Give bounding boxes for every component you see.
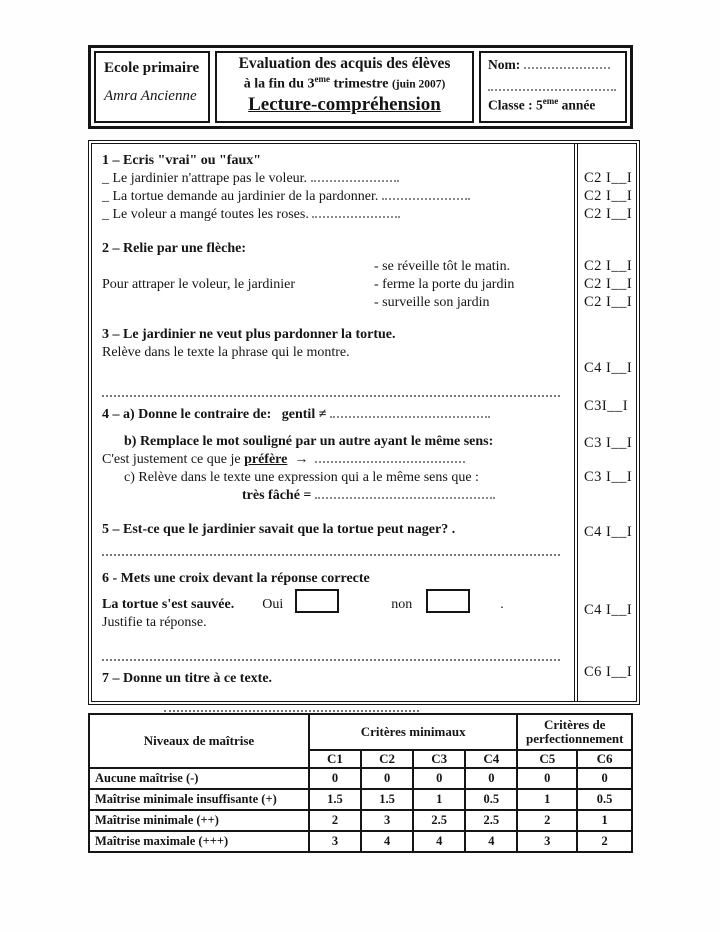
- score-code: C2 I__I: [584, 188, 633, 204]
- table-header-levels: Niveaux de maîtrise: [89, 714, 309, 768]
- q2-stem-cell: [102, 258, 374, 312]
- q4c-line: c) Relève dans le texte une expression qui a le même sens que :: [124, 470, 479, 485]
- q4c-expression: très fâché =: [242, 487, 566, 505]
- score-cell: 2.5: [413, 810, 465, 831]
- questions-content: [92, 144, 574, 701]
- mastery-level-label: Maîtrise minimale (++): [89, 810, 309, 831]
- q4b-answer-line[interactable]: [315, 451, 465, 463]
- criteria-label: C2: [361, 750, 413, 768]
- table-row: [89, 831, 632, 852]
- q4a-answer-line[interactable]: [330, 406, 490, 418]
- q6-no-label: non: [391, 597, 413, 612]
- score-code: C2 I__I: [584, 170, 633, 186]
- table-header-perf-criteria: Critères de perfectionnement: [517, 714, 632, 750]
- criteria-label: C4: [465, 750, 517, 768]
- mastery-level-label: Maîtrise maximale (+++): [89, 831, 309, 852]
- score-cell: 4: [361, 831, 413, 852]
- arrow-symbol: →: [294, 452, 309, 467]
- table-row: [89, 789, 632, 810]
- q3-heading: 3 – Le jardinier ne veut plus pardonner la tortue.: [102, 327, 396, 342]
- score-cell: 2: [577, 831, 632, 852]
- q2-heading: 2 – Relie par une flèche:: [102, 241, 246, 256]
- score-code: C4 I__I: [584, 360, 633, 376]
- q1-answer-line[interactable]: [312, 206, 400, 218]
- questions-box: [88, 140, 640, 705]
- q6-statement: La tortue s'est sauvée.: [102, 597, 235, 612]
- score-cell: 0: [517, 768, 577, 789]
- criteria-label: C5: [517, 750, 577, 768]
- score-cell: 2: [309, 810, 361, 831]
- criteria-codes-column: [574, 144, 636, 701]
- q4b-line: b) Remplace le mot souligné par un autre ayant le même sens:: [124, 434, 494, 449]
- score-code: C2 I__I: [584, 206, 633, 222]
- q2-options: [374, 258, 514, 312]
- school-name: Ecole primaire: [104, 60, 200, 76]
- score-cell: 0: [577, 768, 632, 789]
- score-code: C2 I__I: [584, 258, 633, 274]
- q2-option[interactable]: - ferme la porte du jardin: [374, 277, 515, 292]
- table-row: [89, 768, 632, 789]
- score-cell: 2.5: [465, 810, 517, 831]
- score-cell: 3: [517, 831, 577, 852]
- score-cell: 0: [465, 768, 517, 789]
- q1-answer-line[interactable]: [311, 170, 399, 182]
- exam-subject-title: Lecture-compréhension: [248, 93, 441, 115]
- q6-answer-line[interactable]: [102, 646, 560, 661]
- score-cell: 1: [577, 810, 632, 831]
- exam-title-line1: Evaluation des acquis des élèves: [238, 55, 451, 72]
- name-line: [488, 57, 618, 73]
- score-code: C2 I__I: [584, 276, 633, 292]
- score-cell: 0.5: [465, 789, 517, 810]
- score-code: C4 I__I: [584, 602, 633, 618]
- q2-stem: Pour attraper le voleur, le jardinier: [102, 277, 296, 292]
- mastery-level-label: Maîtrise minimale insuffisante (+): [89, 789, 309, 810]
- mastery-levels-table: [88, 713, 633, 853]
- name-answer-line-2[interactable]: [488, 86, 616, 91]
- score-cell: 3: [309, 831, 361, 852]
- q3-answer-line[interactable]: [102, 382, 560, 397]
- exam-title-line2: à la fin du 3eme trimestre (juin 2007): [243, 74, 446, 92]
- title-box: [215, 51, 474, 123]
- q3-instruction: Relève dans le texte la phrase qui le montre.: [102, 345, 350, 360]
- score-cell: 3: [361, 810, 413, 831]
- q5-answer-line[interactable]: [102, 541, 560, 556]
- q1-answer-line[interactable]: [382, 188, 470, 200]
- name-label: Nom:: [488, 57, 521, 72]
- criteria-label: C3: [413, 750, 465, 768]
- school-location: Amra Ancienne: [104, 88, 197, 104]
- q5-heading: 5 – Est-ce que le jardinier savait que la tortue peut nager? .: [102, 522, 456, 537]
- score-cell: 1.5: [361, 789, 413, 810]
- q6-yes-label: Oui: [262, 597, 284, 612]
- score-cell: 4: [465, 831, 517, 852]
- score-code: C3 I__I: [584, 435, 633, 451]
- q1-item: _ Le jardinier n'attrape pas le voleur.: [102, 170, 566, 188]
- q1-heading: 1 – Ecris "vrai" ou "faux": [102, 153, 262, 168]
- name-answer-line[interactable]: [524, 57, 610, 69]
- criteria-label: C6: [577, 750, 632, 768]
- score-code: C3I__I: [584, 398, 629, 414]
- score-code: C3 I__I: [584, 469, 633, 485]
- q6-answer-row: La tortue s'est sauvée. Oui non .: [102, 589, 566, 614]
- q4a-line: 4 – a) Donne le contraire de: gentil ≠: [102, 406, 566, 424]
- q2-matching: [102, 258, 566, 312]
- score-code: C4 I__I: [584, 524, 633, 540]
- q1-item: _ La tortue demande au jardinier de la pardonner.: [102, 188, 566, 206]
- q1-item: _ Le voleur a mangé toutes les roses.: [102, 206, 566, 224]
- score-cell: 0: [309, 768, 361, 789]
- q2-option[interactable]: - surveille son jardin: [374, 295, 490, 310]
- header-band: [88, 45, 633, 129]
- score-code: C2 I__I: [584, 294, 633, 310]
- q4b-sentence: C'est justement ce que je préfère →: [102, 451, 566, 469]
- student-info-box: [479, 51, 627, 123]
- score-cell: 1: [517, 789, 577, 810]
- table-row: [89, 810, 632, 831]
- q4c-answer-line[interactable]: [315, 487, 495, 499]
- not-equal-symbol: ≠: [318, 407, 327, 422]
- score-cell: 1.5: [309, 789, 361, 810]
- q6-no-checkbox[interactable]: [426, 589, 470, 613]
- score-cell: 2: [517, 810, 577, 831]
- q2-option[interactable]: - se réveille tôt le matin.: [374, 259, 511, 274]
- score-cell: 0: [413, 768, 465, 789]
- score-cell: 0: [361, 768, 413, 789]
- q7-answer-line[interactable]: [164, 697, 419, 712]
- score-cell: 4: [413, 831, 465, 852]
- q6-yes-checkbox[interactable]: [295, 589, 339, 613]
- score-code: C6 I__I: [584, 664, 633, 680]
- school-box: [94, 51, 210, 123]
- table-header-min-criteria: Critères minimaux: [309, 714, 518, 750]
- mastery-level-label: Aucune maîtrise (-): [89, 768, 309, 789]
- q6-justify: Justifie ta réponse.: [102, 615, 207, 630]
- q6-heading: 6 - Mets une croix devant la réponse correcte: [102, 571, 370, 586]
- score-cell: 0.5: [577, 789, 632, 810]
- class-line: Classe : 5eme année: [488, 96, 596, 113]
- q7-heading: 7 – Donne un titre à ce texte.: [102, 671, 273, 686]
- score-cell: 1: [413, 789, 465, 810]
- criteria-label: C1: [309, 750, 361, 768]
